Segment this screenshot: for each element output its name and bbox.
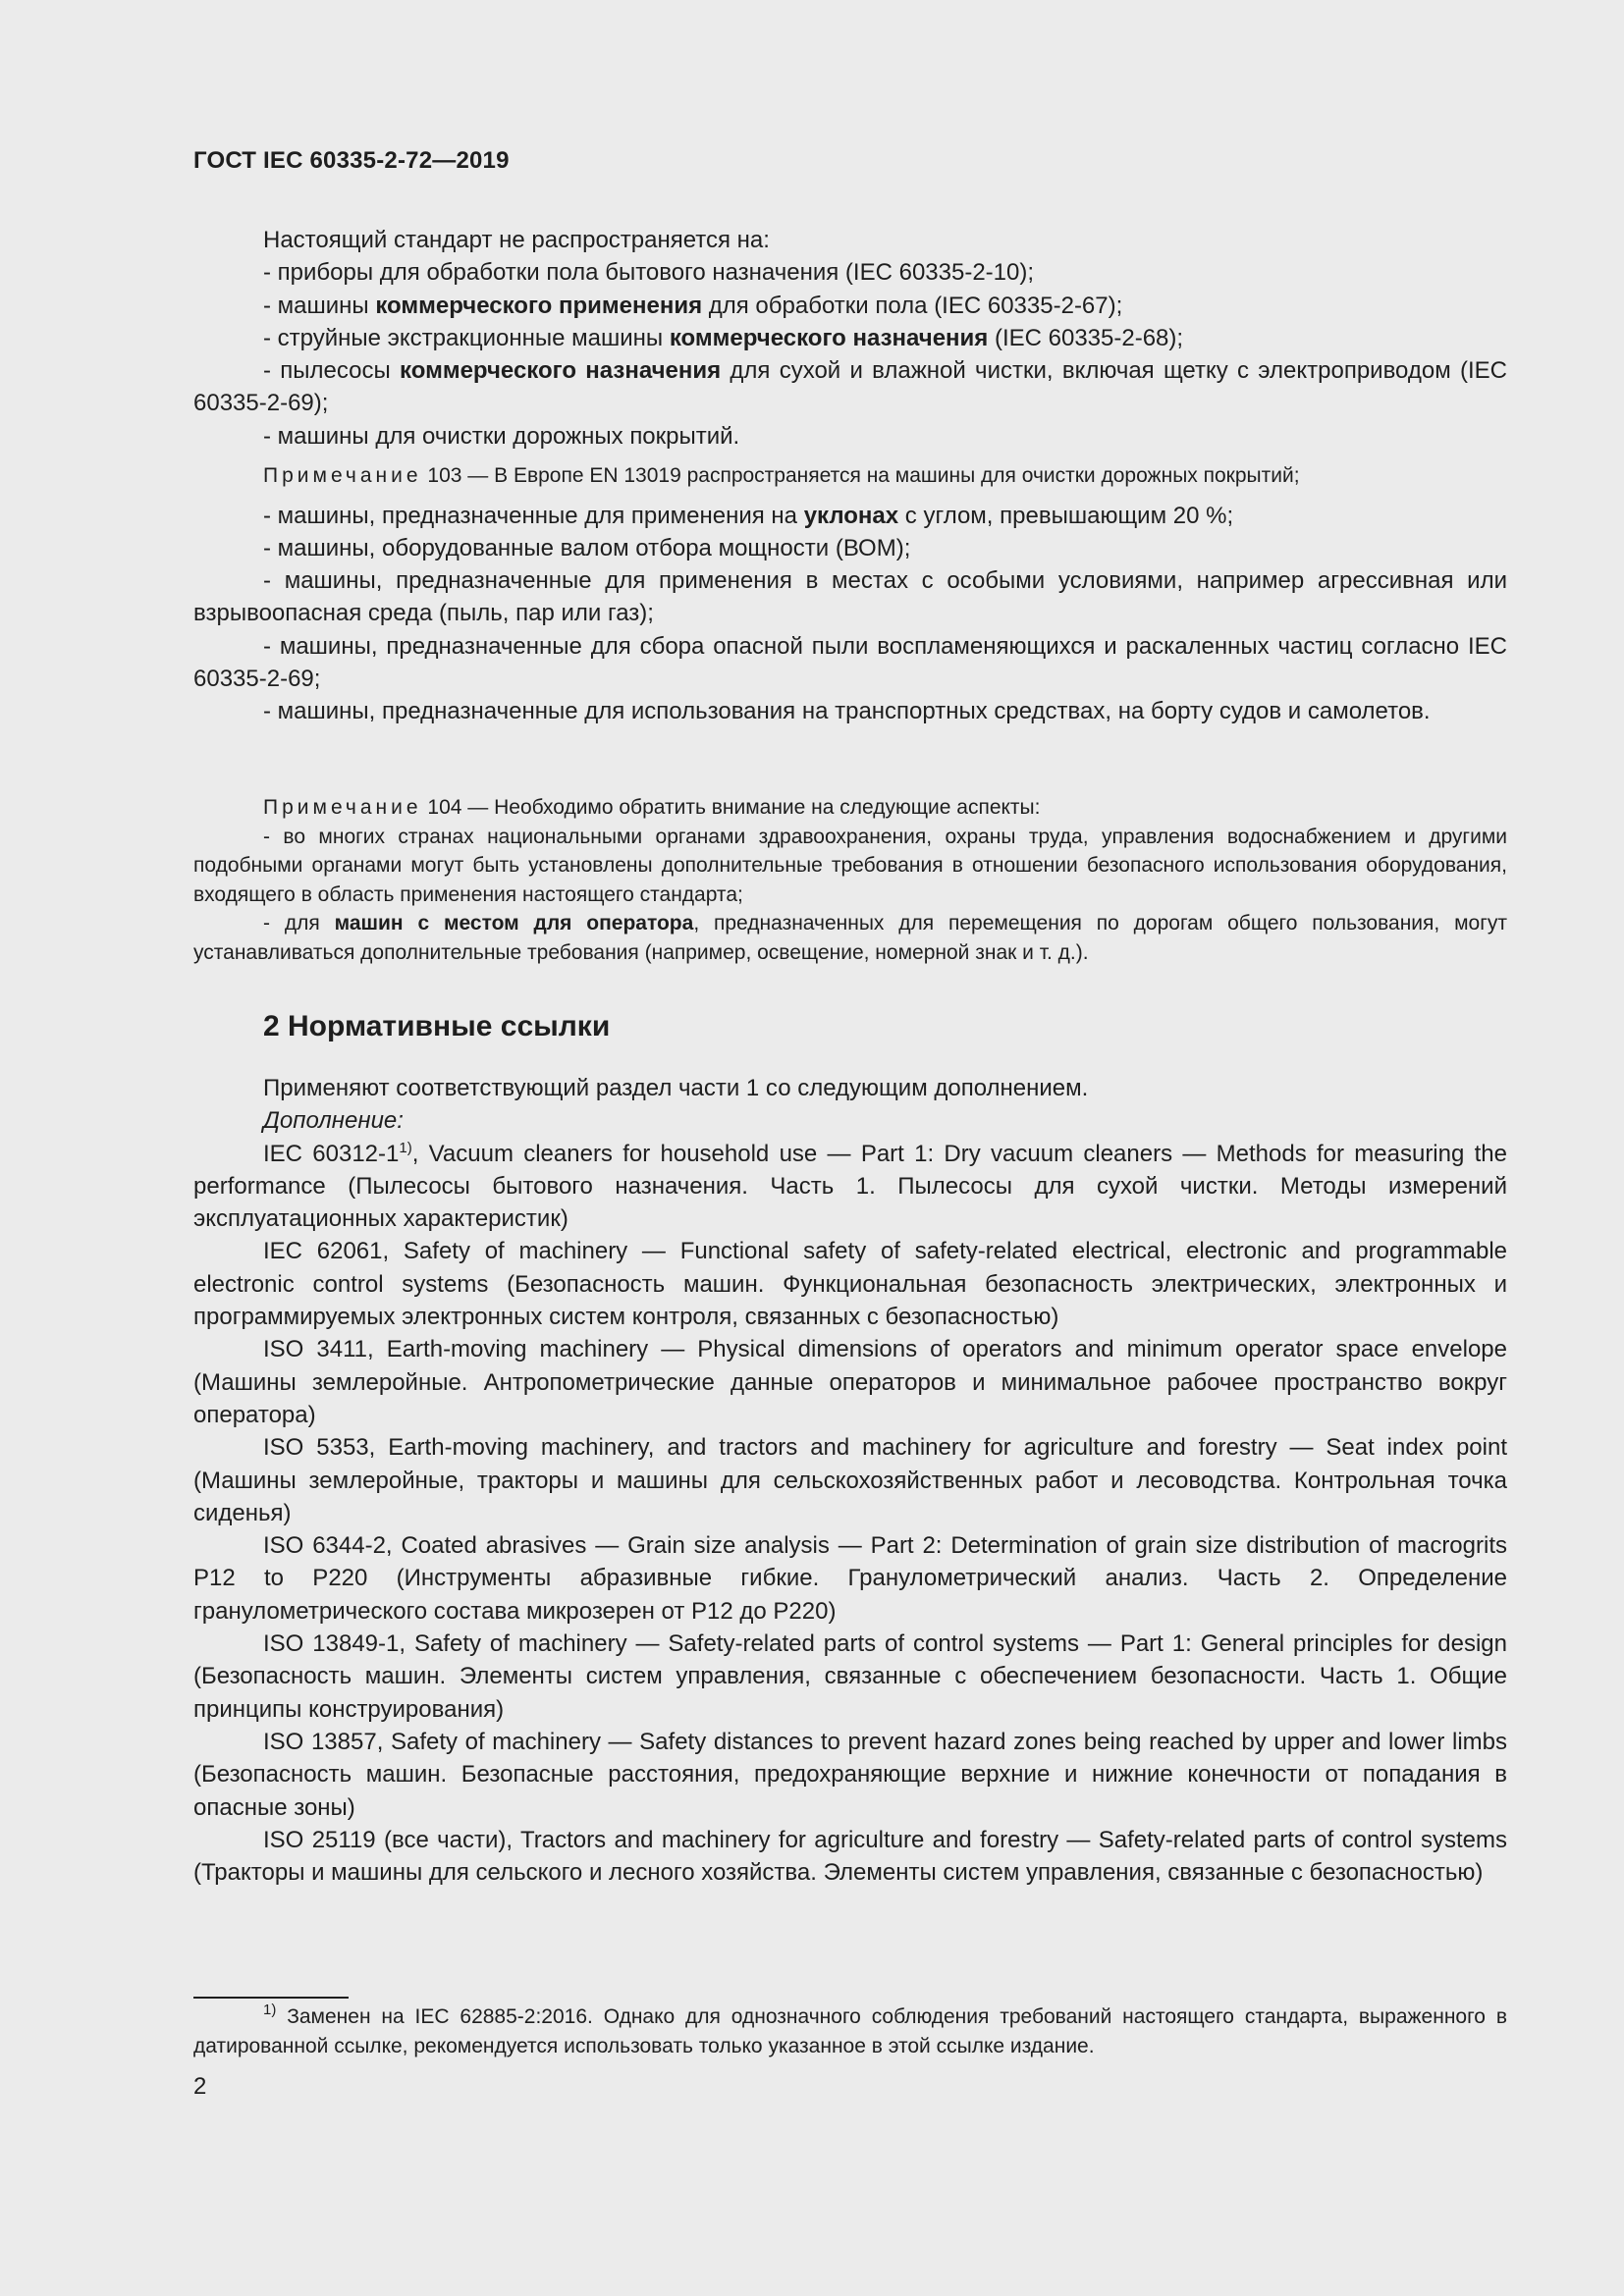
document-header: ГОСТ IEC 60335-2-72—2019	[193, 147, 510, 174]
exclusion-item: - машины коммерческого применения для обработки пола (IEC 60335-2-67);	[263, 292, 1123, 319]
exclusion-item: - машины, предназначенные для использования на транспортных средствах, на борту судов и самолетов.	[263, 698, 1431, 725]
reference-entry: ISO 13849-1, Safety of machinery — Safety-related parts of control systems — Part 1: General principles for design (Безопасность машин. Элементы систем управления, связанные с обеспечением безопасности. Часть 1. Общие принципы конструирования)	[193, 1630, 1507, 1723]
reference-entry: ISO 3411, Earth-moving machinery — Physical dimensions of operators and minimum operator space envelope (Машины землеройные. Антропометрические данные операторов и минимальное рабочее пространство вокруг оператора)	[193, 1336, 1507, 1428]
reference-entry: IEC 62061, Safety of machinery — Functional safety of safety-related electrical, electronic and programmable electronic control systems (Безопасность машин. Функциональная безопасность электрических, электронных и программируемых электронных систем контроля, связанных с безопасностью)	[193, 1238, 1507, 1331]
note-paragraph: - во многих странах национальными органами здравоохранения, охраны труда, управления водоснабжением и другими подобными органами могут быть установлены дополнительные требования в отношении безопасного использования оборудования, входящего в область применения настоящего стандарта;	[193, 825, 1507, 906]
reference-entry: IEC 60312-1$^{1)}$, Vacuum cleaners for household use — Part 1: Dry vacuum cleaners — Methods for measuring the performance (Пылесосы бытового назначения. Часть 1. Пылесосы для сухой чистки. Методы измерений эксплуатационных характеристик)	[193, 1139, 1507, 1233]
footnote-separator	[193, 1997, 349, 1999]
exclusion-item: - машины, оборудованные валом отбора мощности (ВОМ);	[263, 534, 911, 561]
footnote-number: 1)	[263, 2002, 277, 2018]
reference-entry: ISO 25119 (все части), Tractors and machinery for agriculture and forestry — Safety-related parts of control systems (Тракторы и машины для сельского и лесного хозяйства. Элементы систем управления, связанные с безопасностью)	[193, 1826, 1507, 1887]
section-title: 2 Нормативные ссылки	[263, 1010, 611, 1042]
normative-references	[193, 1072, 1507, 1889]
exclusion-item: - машины, предназначенные для применения на уклонах с углом, превышающим 20 %;	[263, 502, 1234, 529]
note-paragraph: - для машин с местом для оператора, предназначенных для перемещения по дорогам общего пользования, могут устанавливаться дополнительные требования (например, освещение, номерной знак и т. д.).	[193, 912, 1507, 964]
note-label: Примечание	[263, 464, 422, 488]
footnote-marker: 1)	[399, 1139, 412, 1156]
note-103: Примечание 103 — В Европе EN 13019 распространяется на машины для очистки дорожных покрытий;	[263, 464, 1300, 488]
exclusion-item: - приборы для обработки пола бытового назначения (IEC 60335-2-10);	[263, 259, 1035, 287]
exclusion-item: - струйные экстракционные машины коммерческого назначения (IEC 60335-2-68);	[263, 324, 1184, 351]
addition-label: Дополнение:	[263, 1107, 404, 1135]
reference-entry: ISO 6344-2, Coated abrasives — Grain size analysis — Part 2: Determination of grain size distribution of macrogrits P12 to P220 (Инструменты абразивные гибкие. Гранулометрический анализ. Часть 2. Определение гранулометрического состава микрозерен от P12 до P220)	[193, 1532, 1507, 1625]
reference-entry: ISO 13857, Safety of machinery — Safety distances to prevent hazard zones being reached by upper and lower limbs (Безопасность машин. Безопасные расстояния, предохраняющие верхние и нижние конечности от попадания в опасные зоны)	[193, 1728, 1507, 1821]
exclusion-item: - машины, предназначенные для сбора опасной пыли воспламеняющихся и раскаленных частиц согласно IEC 60335-2-69;	[193, 632, 1507, 693]
section-intro: Применяют соответствующий раздел части 1 со следующим дополнением.	[263, 1075, 1089, 1101]
exclusion-item: - пылесосы коммерческого назначения для сухой и влажной чистки, включая щетку с электроприводом (IEC 60335-2-69);	[193, 357, 1508, 417]
note-104: Примечание 104 — Необходимо обратить внимание на следующие аспекты: - во многих странах национальными органами здравоохранения, охраны труда, управления водоснабжением и другими подобными органами могут быть установлены дополнительные требования в отношении безопасного использования оборудования, входящего в область применения настоящего стандарта; - для машин с местом для оператора, предназначенных для перемещения по дорогам общего пользования, могут устанавливаться дополнительные требования (например, освещение, номерной знак и т. д.).	[193, 793, 1507, 967]
reference-entry: ISO 5353, Earth-moving machinery, and tractors and machinery for agriculture and forestry — Seat index point (Машины землеройные, тракторы и машины для сельскохозяйственных работ и лесоводства. Контрольная точка сиденья)	[193, 1434, 1507, 1526]
page-number: 2	[193, 2073, 207, 2100]
exclusions-intro: Настоящий стандарт не распространяется на:	[263, 227, 770, 253]
scope-exclusions	[193, 224, 1507, 728]
footnote: $^{1)}$ Заменен на IEC 62885-2:2016. Однако для однозначного соблюдения требований настоящего стандарта, выраженного в датированной ссылке, рекомендуется использовать только указанное в этой ссылке издание.	[193, 2002, 1507, 2057]
exclusion-item: - машины, предназначенные для применения в местах с особыми условиями, например агрессивная или взрывоопасная среда (пыль, пар или газ);	[193, 567, 1507, 627]
exclusion-item: - машины для очистки дорожных покрытий.	[263, 422, 740, 450]
note-label: Примечание	[263, 796, 422, 819]
